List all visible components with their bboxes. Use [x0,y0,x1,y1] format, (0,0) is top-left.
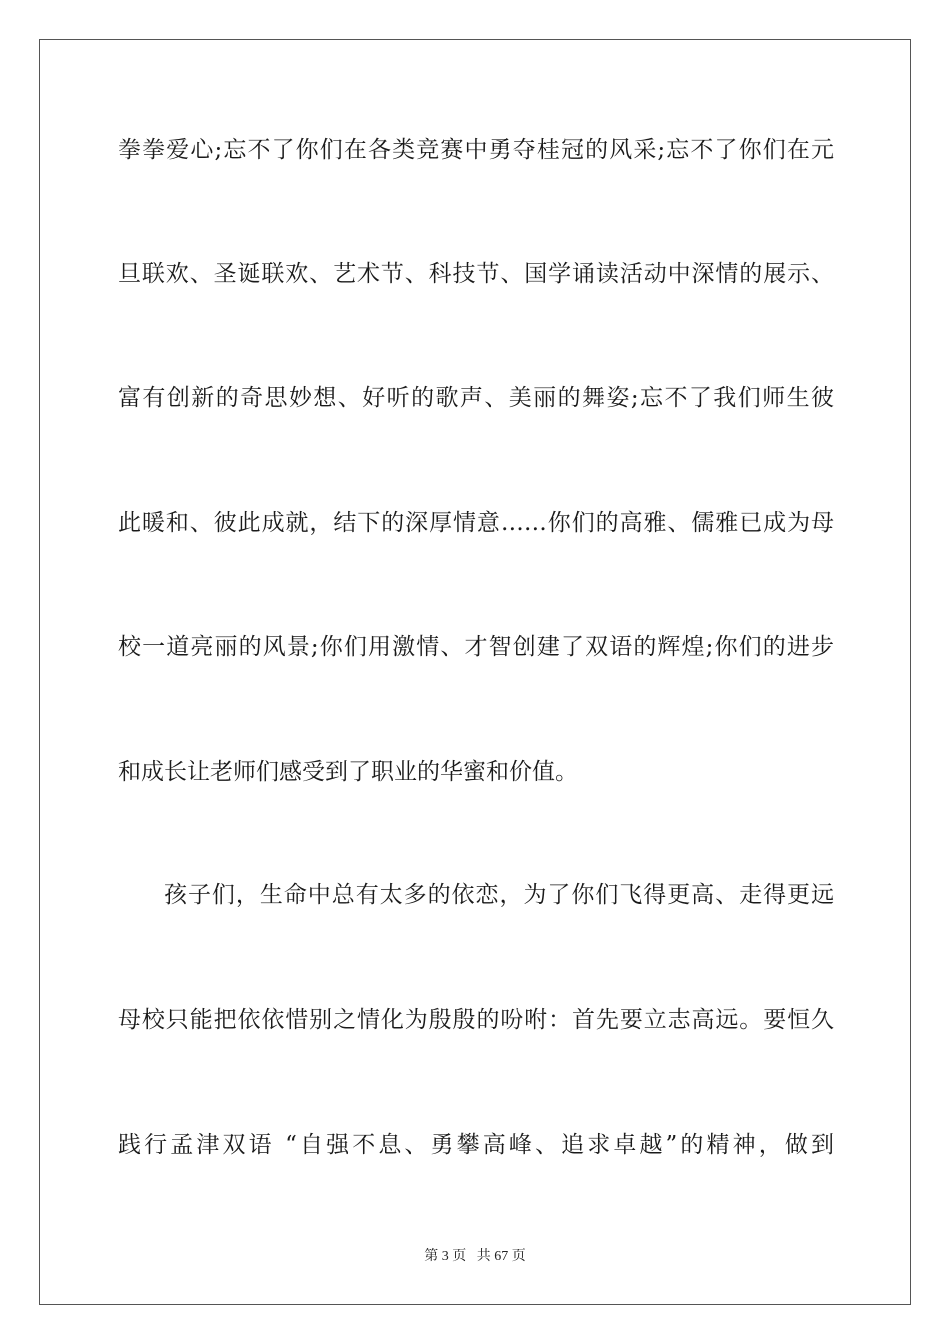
body-text-line-2: 旦联欢、圣诞联欢、艺术节、科技节、国学诵读活动中深情的展示、 [118,261,834,287]
page-border [39,39,911,1305]
body-text-line-3: 富有创新的奇思妙想、好听的歌声、美丽的舞姿;忘不了我们师生彼 [118,385,834,411]
body-text-line-6: 和成长让老师们感受到了职业的华蜜和价值。 [118,759,578,785]
page-total: 共 67 页 [476,1249,526,1264]
body-text-line-1: 拳拳爱心;忘不了你们在各类竞赛中勇夺桂冠的风采;忘不了你们在元 [118,137,834,163]
body-text-line-8: 母校只能把依依惜别之情化为殷殷的吩咐：首先要立志高远。要恒久 [118,1007,834,1033]
body-text-line-9: 践行孟津双语 “自强不息、勇攀高峰、追求卓越”的精神，做到 [118,1132,834,1158]
body-text-line-4: 此暖和、彼此成就，结下的深厚情意……你们的高雅、儒雅已成为母 [118,510,834,536]
page-footer [0,1248,950,1266]
body-text-line-7: 孩子们，生命中总有太多的依恋，为了你们飞得更高、走得更远 [164,882,834,908]
body-text-line-5: 校一道亮丽的风景;你们用激情、才智创建了双语的辉煌;你们的进步 [118,634,834,660]
page-number: 第 3 页 [424,1249,467,1264]
